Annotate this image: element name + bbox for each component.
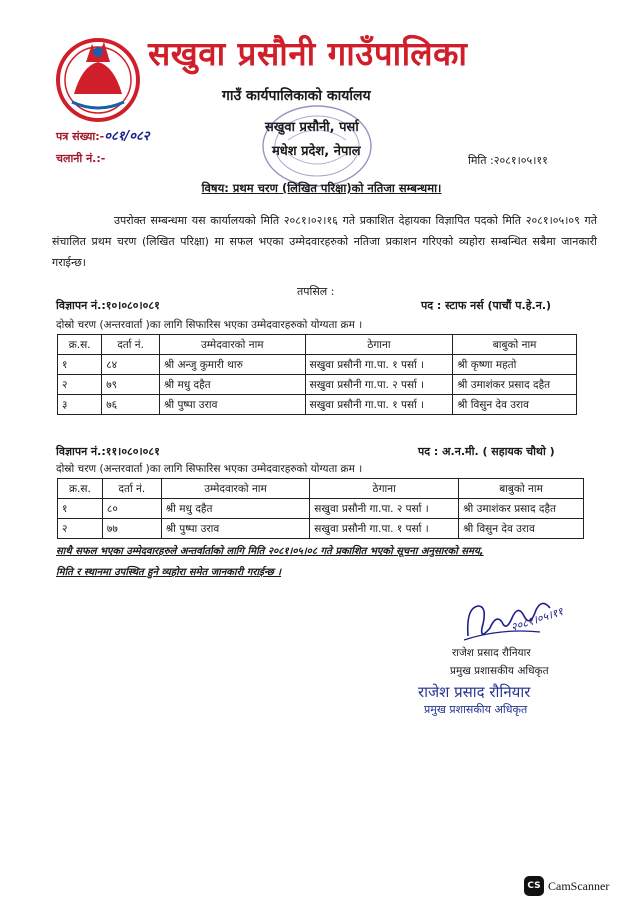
table-row [58,519,584,539]
col-candidate: उम्मेदवारको नाम [161,479,310,499]
col-roll: दर्ता नं. [102,335,160,355]
cell-candidate: श्री पुष्पा उराव [159,395,305,415]
rank-note: दोस्रो चरण (अन्तरवार्ता )का लागि सिफारिस भएका उम्मेदवारहरुको योग्यता क्रम । [56,463,363,475]
col-serial: क्र.स. [58,335,102,355]
camscanner-logo-icon: CS [524,876,544,896]
col-address: ठेगाना [310,479,459,499]
body-paragraph: उपरोक्त सम्बन्धमा यस कार्यालयको मिति २०८१।०२।१६ गते प्रकाशित देहायका विज्ञापित पदको मिति २०८१।०५।०९ गते संचालित प्रथम चरण (लिखित परिक्षा) मा सफल भएका उम्मेदवारहरुको नतिजा प्रकाशन गरिएको व्यहोरा सम्बन्धित सबैमा जानकारी गराईन्छ। [52,214,597,269]
results-table [57,478,584,539]
cell-candidate: श्री अन्जु कुमारी थारु [159,355,305,375]
table-header-row [58,479,584,499]
results-table [57,334,577,415]
cell-candidate: श्री पुष्पा उराव [161,519,310,539]
col-roll: दर्ता नं. [102,479,161,499]
subject-line: विषय: प्रथम चरण (लिखित परिक्षा)को नतिजा सम्बन्धमा। [201,181,442,195]
municipality-title: सखुवा प्रसौनी गाउँपालिका [148,34,468,73]
cell-candidate: श्री मधु दहैत [161,499,310,519]
table-row [58,499,584,519]
camscanner-label: CamScanner [548,879,610,893]
cell-father: श्री उमाशंकर प्रसाद दहैत [453,375,577,395]
notice-line-2: मिति र स्थानमा उपस्थित हुने व्यहोरा समेत जानकारी गराईन्छ । [56,567,282,578]
letter-number-value: ०८१/०८२ [104,129,150,144]
cell-roll: ८० [102,499,161,519]
table-row [58,395,577,415]
cell-father: श्री विसुन देव उराव [453,395,577,415]
cell-address: सखुवा प्रसौनी गा.पा. १ पर्सा । [305,355,453,375]
cell-serial: २ [58,375,102,395]
signatory-name: राजेश प्रसाद रौनियार [452,647,531,659]
post-title: पद : स्टाफ नर्स (पाचौं प.हे.न.) [421,299,552,312]
col-candidate: उम्मेदवारको नाम [159,335,305,355]
table-header-row [58,335,577,355]
signature-date: २०८१।०५।११ [509,604,565,635]
cell-address: सखुवा प्रसौनी गा.पा. १ पर्सा । [310,519,459,539]
cell-address: सखुवा प्रसौनी गा.पा. २ पर्सा । [310,499,459,519]
advert-number: विज्ञापन नं.:११।०८०।०८१ [56,445,160,458]
tapashil-heading: तपसिल : [297,285,335,298]
cell-address: सखुवा प्रसौनी गा.पा. १ पर्सा । [305,395,453,415]
office-name: गाउँ कार्यपालिकाको कार्यालय [222,88,371,104]
cell-serial: ३ [58,395,102,415]
stamp-name: राजेश प्रसाद रौनियार [418,683,531,701]
office-province: मधेश प्रदेश, नेपाल [272,144,361,159]
advert-number: विज्ञापन नं.:१०।०८०।०८१ [56,299,160,312]
signatory-role: प्रमुख प्रशासकीय अधिकृत [450,665,549,677]
cell-father: श्री विसुन देव उराव [459,519,584,539]
office-location: सखुवा प्रसौनी, पर्सा [265,120,359,135]
letter-number [56,126,150,144]
stamp-role: प्रमुख प्रशासकीय अधिकृत [424,703,528,716]
table-row [58,355,577,375]
cell-candidate: श्री मधु दहैत [159,375,305,395]
cell-serial: १ [58,355,102,375]
letter-date: मिति :२०८१।०५।११ [468,154,548,167]
cell-serial: २ [58,519,103,539]
cell-address: सखुवा प्रसौनी गा.पा. २ पर्सा । [305,375,453,395]
cell-roll: ७९ [102,375,160,395]
dispatch-number-label: चलानी नं.:- [56,152,106,165]
rank-note: दोस्रो चरण (अन्तरवार्ता )का लागि सिफारिस भएका उम्मेदवारहरुको योग्यता क्रम । [56,319,363,331]
municipality-logo [52,32,144,124]
letter-number-label: पत्र संख्या:- [56,130,105,143]
cell-roll: ७७ [102,519,161,539]
notice-line-1: साथै सफल भएका उम्मेदवारहरुले अन्तर्वार्ताको लागि मिति २०८१।०५।०८ गते प्रकाशित भएको सूचना अनुसारको समय, [56,546,484,557]
office-seal [258,100,376,192]
col-serial: क्र.स. [58,479,103,499]
col-address: ठेगाना [305,335,453,355]
cell-father: श्री उमाशंकर प्रसाद दहैत [459,499,584,519]
cell-roll: ८४ [102,355,160,375]
col-father: बाबुको नाम [453,335,577,355]
cell-serial: १ [58,499,103,519]
col-father: बाबुको नाम [459,479,584,499]
table-row [58,375,577,395]
post-title: पद : अ.न.मी. ( सहायक चौथो ) [418,445,555,458]
cell-father: श्री कृष्णा महतो [453,355,577,375]
cell-roll: ७६ [102,395,160,415]
